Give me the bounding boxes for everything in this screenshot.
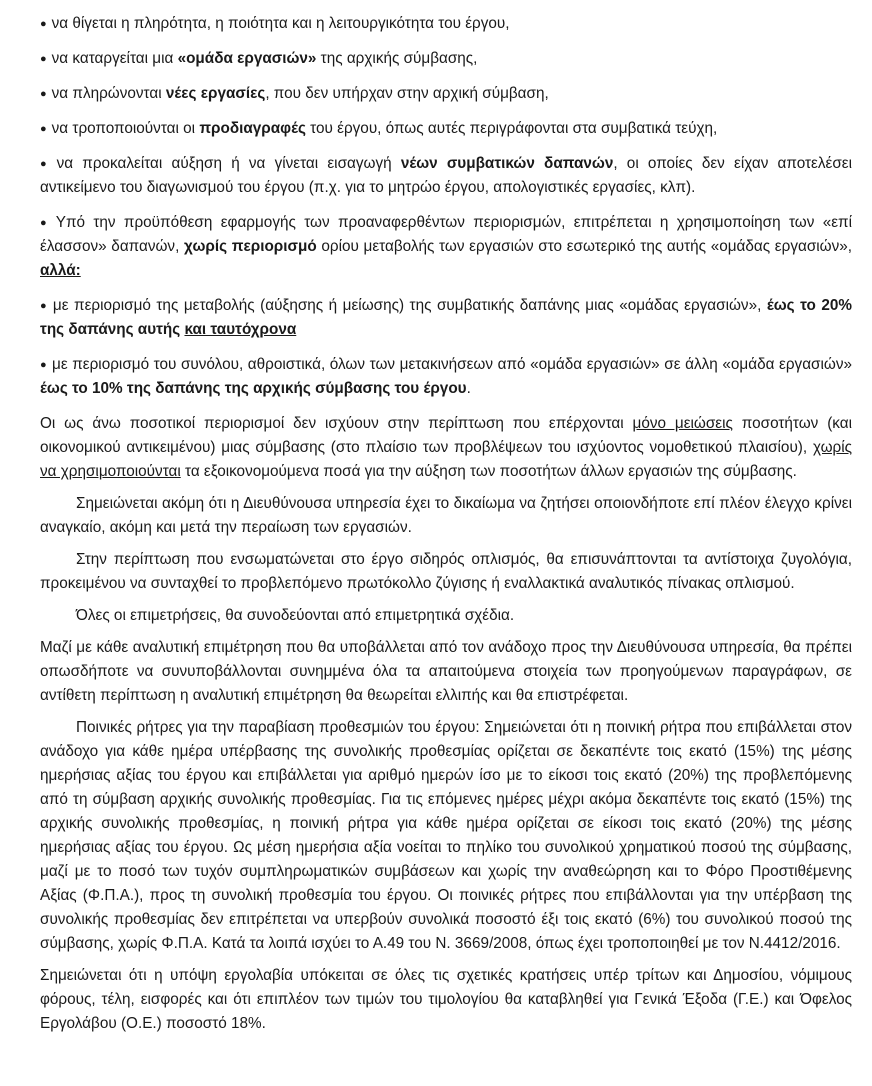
text-run: προδιαγραφές (199, 120, 306, 137)
text-run: χωρίς περιορισμό (184, 238, 317, 255)
body-paragraph (40, 716, 852, 956)
text-run: . (466, 380, 471, 397)
text-run: έως το 20% της δαπάνης αυτής (40, 297, 852, 338)
text-run: Μαζί με κάθε αναλυτική επιμέτρηση που θα υποβάλλεται από τον ανάδοχο προς την Διευθύνουσα υπηρεσία, θα πρέπει οπωσδήποτε να συνυποβάλλονται συνημμένα όλα τα απαιτούμενα στοιχεία των προηγούμενων παραγράφων, σε αντίθετη περίπτωση η αναλυτική επιμέτρηση θα θεωρείται ελλιπής και θα επιστρέφεται. (40, 639, 852, 704)
body-paragraph (40, 964, 852, 1036)
text-run: , οι οποίες δεν είχαν αποτελέσει αντικείμενο του διαγωνισμού του έργου (π.χ. για το μητρώο έργου, απολογιστικές εργασίες, κλπ). (40, 155, 852, 196)
text-run: «ομάδα εργασιών» (177, 50, 317, 67)
text-run: του έργου, όπως αυτές περιγράφονται στα συμβατικά τεύχη, (305, 120, 718, 137)
text-run: Υπό την προϋπόθεση εφαρμογής των προαναφερθέντων περιορισμών, επιτρέπεται η χρησιμοποίηση των «επί έλασσον» δαπανών, (40, 214, 852, 255)
bullet-item (40, 353, 852, 401)
text-run: Σημειώνεται ακόμη ότι η Διευθύνουσα υπηρεσία έχει το δικαίωμα να ζητήσει οποιονδήποτε επί πλέον έλεγχο κρίνει αναγκαίο, ακόμη και μετά την περαίωση των εργασιών. (40, 495, 852, 536)
text-run: και ταυτόχρονα (184, 321, 297, 338)
text-run: ορίου μεταβολής των εργασιών στο εσωτερικό της αυτής «ομάδας εργασιών», (316, 238, 853, 255)
body-paragraph (40, 636, 852, 708)
bullet-icon: ● (40, 359, 47, 371)
text-run: να θίγεται η πληρότητα, η ποιότητα και η λειτουργικότητα του έργου, (51, 15, 510, 32)
bullet-icon: ● (40, 18, 47, 30)
text-run: να τροποποιούνται οι (51, 120, 200, 137)
bullet-item (40, 82, 852, 106)
bullet-item (40, 47, 852, 71)
text-run: Ποινικές ρήτρες για την παραβίαση προθεσμιών του έργου: Σημειώνεται ότι η ποινική ρήτρα που επιβάλλεται στον ανάδοχο για κάθε ημέρα υπέρβασης της συνολικής προθεσμίας ορίζεται σε δεκαπέντε τοις εκατό (15%) της μέσης ημερήσιας αξίας του έργου και επιβάλλεται για αριθμό ημερών ίσο με το είκοσι τοις εκατό (20%) της προβλεπόμενης από τη σύμβαση αρχικής συνολικής προθεσμίας. Για τις επόμενες ημέρες μέχρι ακόμα δεκαπέντε τοις εκατό (15%) της αρχικής συνολικής προθεσμίας, η ποινική ρήτρα για κάθε ημέρα ορίζεται σε είκοσι τοις εκατό (20%) της μέσης ημερήσιας αξίας του έργου. Ως μέση ημερήσια αξία νοείται το πηλίκο του συνολικού χρηματικού ποσού της σύμβασης, μαζί με το ποσό των τυχόν συμπληρωματικών συμβάσεων και χωρίς την αναθεώρηση και το Φόρο Προστιθέμενης Αξίας (Φ.Π.Α.), προς τη συνολική προθεσμία του έργου. Οι ποινικές ρήτρες που επιβάλλονται για την υπέρβαση της συνολικής προθεσμίας δεν επιτρέπεται να υπερβούν συνολικά ποσοστό έξι τοις εκατό (6%) του συνολικού ποσού της σύμβασης, χωρίς Φ.Π.Α. Κατά τα λοιπά ισχύει το Α.49 του Ν. 3669/2008, όπως έχει τροποποιηθεί με τον Ν.4412/2016. (40, 719, 852, 952)
text-run: να προκαλείται αύξηση ή να γίνεται εισαγωγή (56, 155, 401, 172)
bullet-icon: ● (40, 123, 47, 135)
body-paragraph (40, 604, 852, 628)
text-run: τα εξοικονομούμενα ποσά για την αύξηση των ποσοτήτων άλλων εργασιών της σύμβασης. (180, 463, 797, 480)
text-run: με περιορισμό της μεταβολής (αύξησης ή μείωσης) της συμβατικής δαπάνης μιας «ομάδας εργασιών», (52, 297, 767, 314)
text-run: της αρχικής σύμβασης, (316, 50, 478, 67)
text-run: με περιορισμό του συνόλου, αθροιστικά, όλων των μετακινήσεων από «ομάδα εργασιών» σε άλλη «ομάδα εργασιών» (52, 356, 852, 373)
bullet-item (40, 152, 852, 200)
bullet-item (40, 12, 852, 36)
text-run: Όλες οι επιμετρήσεις, θα συνοδεύονται από επιμετρητικά σχέδια. (76, 607, 515, 624)
text-run: Στην περίπτωση που ενσωματώνεται στο έργο σιδηρός οπλισμός, θα επισυνάπτονται τα αντίστοιχα ζυγολόγια, προκειμένου να συνταχθεί το προβλεπόμενο πρωτόκολλο ζύγισης ή εναλλακτικά αναλυτικός πίνακας οπλισμού. (40, 551, 852, 592)
body-paragraph (40, 412, 852, 484)
body-paragraph (40, 548, 852, 596)
document-body (40, 12, 852, 1044)
text-run: νέες εργασίες (165, 85, 266, 102)
text-run: μόνο μειώσεις (632, 415, 733, 432)
text-run: να καταργείται μια (51, 50, 178, 67)
text-run: ποσοτήτων (και οικονομικού αντικειμένου) μιας σύμβασης (στο πλαίσιο των προβλέψεων του ισχύοντος νομοθετικού πλαισίου), (40, 415, 853, 456)
text-run: Σημειώνεται ότι η υπόψη εργολαβία υπόκειται σε όλες τις σχετικές κρατήσεις υπέρ τρίτων και Δημοσίου, νόμιμους φόρους, τέλη, εισφορές και ότι επιπλέον των τιμών του τιμολογίου θα καταβληθεί για Γενικά Έξοδα (Γ.Ε.) και Όφελος Εργολάβου (Ο.Ε.) ποσοστό 18%. (40, 967, 852, 1032)
text-run: Οι ως άνω ποσοτικοί περιορισμοί δεν ισχύουν στην περίπτωση που επέρχονται (40, 415, 633, 432)
bullet-item (40, 294, 852, 342)
bullet-icon: ● (40, 300, 48, 312)
bullet-icon: ● (40, 158, 52, 170)
text-run: χωρίς να χρησιμοποιούνται (40, 439, 852, 480)
text-run: να πληρώνονται (51, 85, 166, 102)
body-paragraph (40, 492, 852, 540)
bullet-icon: ● (40, 88, 47, 100)
text-run: αλλά: (40, 262, 81, 279)
bullet-item (40, 117, 852, 141)
text-run: νέων συμβατικών δαπανών (400, 155, 614, 172)
bullet-item (40, 211, 852, 283)
bullet-icon: ● (40, 53, 47, 65)
text-run: , που δεν υπήρχαν στην αρχική σύμβαση, (265, 85, 549, 102)
text-run: έως το 10% της δαπάνης της αρχικής σύμβασης του έργου (40, 380, 467, 397)
bullet-icon: ● (40, 217, 51, 229)
